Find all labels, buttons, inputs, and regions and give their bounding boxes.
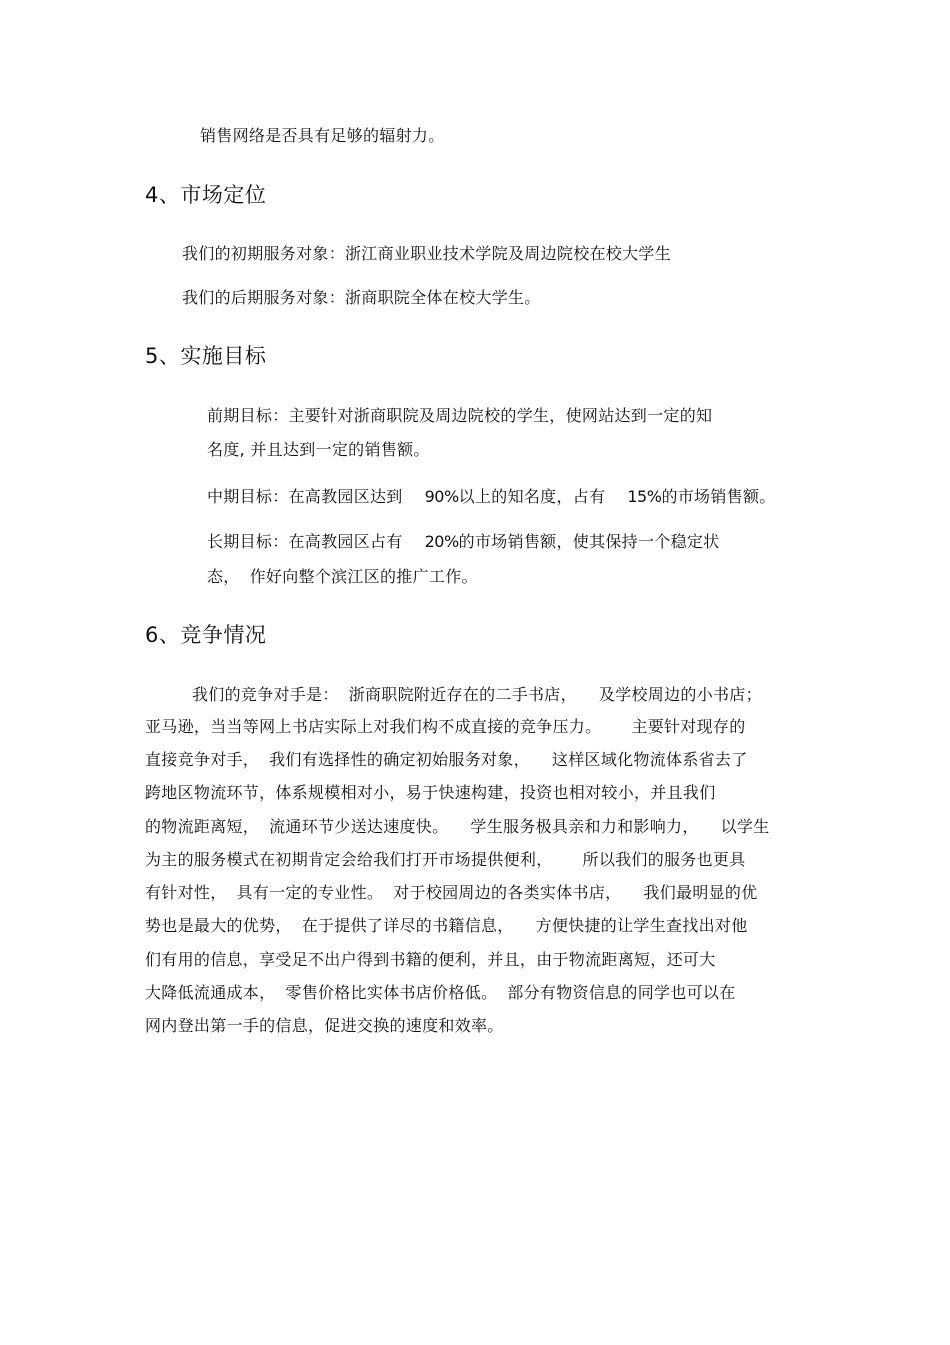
long-goal-text-c: 态， [207,567,240,586]
competition-line-1 [192,685,762,705]
section-4-line-2: 我们的后期服务对象：浙商职院全体在校大学生。 [182,288,541,307]
section-5-heading: 5、实施目标 [145,344,267,368]
competition-text: 零售价格比实体书店价格低。 [285,983,498,1002]
long-goal-line-2 [207,567,478,587]
competition-text: 直接竞争对手， [145,750,260,769]
long-goal-text-d: 作好向整个滨江区的推广工作。 [249,567,478,586]
continuation-text: 销售网络是否具有足够的辐射力。 [200,126,445,145]
competition-line-3 [145,750,748,770]
competition-line-9: 们有用的信息，享受足不出户得到书籍的便利，并且，由于物流距离短，还可大 [145,950,716,969]
competition-line-11: 网内登出第一手的信息，促进交换的速度和效率。 [145,1016,504,1035]
competition-text: 这样区域化物流体系省去了 [551,750,748,769]
mid-goal-text-c: 的市场销售额。 [661,487,776,506]
competition-text: 大降低流通成本， [145,983,276,1002]
competition-line-4: 跨地区物流环节，体系规模相对小，易于快速构建，投资也相对较小，并且我们 [145,783,716,802]
competition-text: 所以我们的服务也更具 [582,850,746,869]
competition-text: 我们有选择性的确定初始服务对象， [269,750,530,769]
competition-text: 亚马逊，当当等网上书店实际上对我们构不成直接的竞争压力。 [145,717,602,736]
section-6-heading: 6、竞争情况 [145,623,267,647]
competition-text: 及学校周边的小书店； [598,685,762,704]
competition-text: 势也是最大的优势， [145,916,292,935]
competition-line-7 [145,883,758,903]
mid-goal-percent-1: 90% [424,487,459,506]
competition-text: 我们的竞争对手是： [192,685,339,704]
mid-goal-line [207,487,776,507]
competition-text: 在于提供了详尽的书籍信息， [301,916,514,935]
competition-text: 主要针对现存的 [631,717,746,736]
competition-text: 方便快捷的让学生查找出对他 [535,916,748,935]
long-goal-percent: 20% [424,532,459,551]
competition-text: 学生服务极具亲和力和影响力， [470,817,699,836]
section-4-line-1: 我们的初期服务对象：浙江商业职业技术学院及周边院校在校大学生 [182,244,672,263]
competition-line-2 [145,717,746,737]
competition-text: 部分有物资信息的同学也可以在 [507,983,736,1002]
long-goal-line-1 [207,532,719,552]
competition-text: 具有一定的专业性。 [236,883,384,902]
mid-goal-percent-2: 15% [627,487,662,506]
mid-goal-text-a: 中期目标：在高教园区达到 [207,487,403,506]
section-4-heading: 4、市场定位 [145,183,267,207]
early-goal-line-1: 前期目标：主要针对浙商职院及周边院校的学生，使网站达到一定的知 [207,406,713,425]
competition-line-8 [145,916,748,936]
competition-line-5 [145,817,770,837]
competition-text: 浙商职院附近存在的二手书店， [348,685,577,704]
competition-text: 以学生 [720,817,770,836]
competition-text: 的物流距离短， [145,817,260,836]
competition-line-10 [145,983,736,1003]
long-goal-text-b: 的市场销售额，使其保持一个稳定状 [458,532,720,551]
competition-text: 流通环节少送达速度快。 [269,817,449,836]
competition-line-6 [145,850,746,870]
competition-text: 我们最明显的优 [643,883,758,902]
competition-text: 有针对性， [145,883,227,902]
long-goal-text-a: 长期目标：在高教园区占有 [207,532,403,551]
competition-text: 为主的服务模式在初期肯定会给我们打开市场提供便利， [145,850,553,869]
competition-text: 对于校园周边的各类实体书店， [393,883,622,902]
early-goal-line-2: 名度, 并且达到一定的销售额。 [207,440,430,459]
mid-goal-text-b: 以上的知名度，占有 [458,487,606,506]
